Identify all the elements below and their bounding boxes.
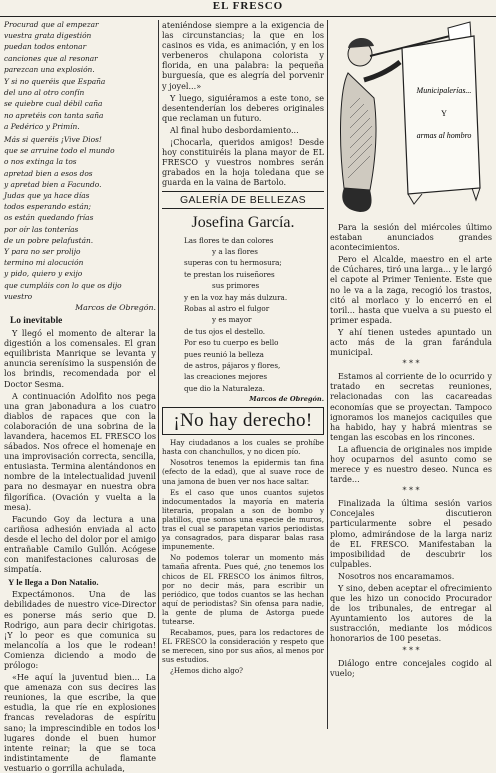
- paragraph: Nosotros tenemos la epidermis tan fina (efecto de la edad), que al suave roce de una jamona de buen ver nos hace saltar.: [162, 458, 324, 486]
- poem-line: Judas que ya hace días: [4, 191, 90, 201]
- paragraph: Facundo Goy da lectura a una cariñosa adhesión enviada al acto desde el lecho del dolor por el amigo entrañable Camilo Gullón. Acógese con manifestaciones calurosas de simpatía.: [4, 513, 156, 575]
- poem-line: y pido, quiero y exijo: [4, 269, 83, 279]
- poem-line: o nos extinga la tos: [4, 157, 77, 167]
- verse-line: superas con tu hermosura;: [184, 258, 282, 268]
- column-3: [330, 20, 492, 731]
- paragraph: Expectámonos. Una de las debilidades de nuestro vice-Director es ponerse más serio que D. Rodrigo, aun para decir chirigotas. ¡Y lo peor es que comunica su melancolía a los que le rodean! Comienza diciendo a modo de prólogo:: [4, 589, 156, 670]
- poem-line: Más si queréis ¡Vive Dios!: [4, 135, 102, 145]
- verse-line: y a las flores: [212, 246, 258, 256]
- poem-b: [4, 135, 156, 301]
- subheading-don-natalio: Y le llega a Don Natalio.: [8, 577, 99, 588]
- poem-line: termino mi alocución: [4, 258, 84, 268]
- poem-line: puedan todos entonar: [4, 42, 87, 52]
- separator: * * *: [402, 359, 420, 369]
- verse-line: las creaciones mejores: [184, 372, 268, 382]
- paragraph: No podemos tolerar un momento más tamaña afrenta. Pues qué, ¿no tenemos los chicos de EL FRESCO los ánimos filtros, por no decir más, para escribir un periódico, que todos cuantos se las hechan aquí de periodistas? Sin ofensa para nadie, la gente de pluma de Astorga puede tutearse.: [162, 553, 324, 626]
- paragraph: Y llegó el momento de alterar la digestión a los comensales. El gran equilibrista Manrique se levanta y anuncia serenísimo la suspensión de los brindis, recomendada por el Doctor Sesma.: [4, 328, 156, 389]
- masthead: [0, 0, 496, 17]
- paragraph: Es el caso que unos cuantos sujetos indocumentados la mayoría en materia literaria, propalan a son de bombo y platillos, que somos una especie de muros, tras el cual se parapetan varios periodistas ya consagrados, para disparar balas rasa impunemente.: [162, 487, 324, 552]
- poem-line: vuestro: [4, 291, 33, 301]
- verse-line: de tus ojos el destello.: [184, 326, 266, 336]
- verse-line: sus primores: [212, 281, 260, 291]
- poem-line: vuestra grata digestión: [4, 31, 92, 41]
- section-galeria: [162, 191, 324, 209]
- paragraph: Recabamos, pues, para los redactores de EL FRESCO la consideración y respeto que se merecen, sino por sus años, al menos por sus estudios.: [162, 628, 324, 665]
- column-2: [162, 20, 324, 731]
- verse-line: y es mayor: [212, 315, 252, 325]
- beauty-name: Josefina García.: [191, 213, 295, 231]
- signature: Marcos de Obregón.: [75, 303, 156, 313]
- column-rule-2: [327, 20, 328, 729]
- no-hay-derecho-body: [162, 438, 324, 675]
- column-rule-1: [158, 20, 159, 729]
- poem-line: no apretéis con tanta saña: [4, 110, 104, 120]
- poem-line: canciones que al resonar: [4, 53, 98, 63]
- separator: * * *: [402, 645, 420, 655]
- paragraph: ¿Hemos dicho algo?: [170, 666, 244, 676]
- paragraph: «He aquí la juventud bien... La que amenaza con sus decires las reuniones, la que escribe, la que estudia, la que ríe en explosiones francas reveladoras de espíritu sano; la imprescindible en todos los lugares donde el buen humor intente reinar; la que se toca indistintamente de flamante vestuario o gorrilla achulada,: [4, 672, 156, 773]
- paragraph: Y luego, siguiéramos a este tono, se desentenderían los deberes originales que reclaman un futuro.: [162, 92, 324, 123]
- poem-line: os están quedando frías: [4, 213, 94, 223]
- signature: Marcos de Obregón.: [249, 395, 324, 404]
- verse-line: Las flores te dan colores: [184, 235, 274, 245]
- paragraph: ¡Chocarla, queridos amigos! Desde hoy constituiréis la plana mayor de EL FRESCO y vuestros nombres serán grabados en la hoja toledana que se guarda en la vaina de Bartolo.: [162, 137, 324, 188]
- banner-line-3: armas al hombro: [416, 131, 472, 140]
- paragraph: Hay ciudadanos a los cuales se prohíbe hasta con chanchullos, y no dicen pío.: [162, 438, 324, 457]
- separator: * * *: [402, 486, 420, 496]
- verse-line: pues reunió la belleza: [184, 349, 264, 359]
- paragraph: La afluencia de originales nos impide hoy ocuparnos del asunto como se merece y es nuestro deseo. Nunca es tarde...: [330, 443, 492, 485]
- subheading-lo-inevitable: Lo inevitable: [10, 316, 63, 327]
- poem-line: que se arruine todo el mundo: [4, 146, 115, 156]
- headline-no-hay-derecho: ¡No hay derecho!: [173, 410, 313, 432]
- paragraph: Al final hubo desbordamiento...: [170, 124, 299, 135]
- paragraph: Para la sesión del miércoles último estaban anunciados grandes acontecimientos.: [330, 222, 492, 253]
- trumpeter-illustration: [330, 18, 492, 218]
- poem-line: por oír las tonterías: [4, 224, 79, 234]
- paragraph: Finalizada la última sesión varios Concejales discutieron particularmente sobre el pesado plomo, admirándose de la larga nariz de EL FRESCO. Manifestaban la imposibilidad de descubrir los culpables.: [330, 498, 492, 569]
- poem-line: Procurad que al empezar: [4, 20, 99, 29]
- poem-line: a Pedérico y Primín.: [4, 121, 80, 131]
- paragraph: Estamos al corriente de lo ocurrido y tratado en secretas reuniones, relacionadas con las cacareadas economías que se proyectan. Tampoco ignoramos los manejos caciquiles que ha habido, hay y habrá mientras se tengan las escobas en los rincones.: [330, 371, 492, 442]
- verse-line: y en la voz hay más dulzura.: [184, 292, 288, 302]
- section-no-hay-derecho: [162, 407, 324, 435]
- masthead-title: EL FRESCO: [212, 0, 284, 12]
- banner-line-1: Municipalerías...: [416, 86, 472, 95]
- verse-line: que dio la Naturaleza.: [184, 383, 265, 393]
- poem-line: Y para no ser prolijo: [4, 247, 81, 257]
- illustration-trumpeter: [330, 18, 492, 218]
- poem-line: que cumpláis con lo que os dijo: [4, 280, 122, 290]
- paragraph: Diálogo entre concejales cogido al vuelo;: [330, 657, 492, 678]
- poem-a: [4, 20, 156, 131]
- poem-line: parezcan una explosión.: [4, 64, 95, 74]
- paragraph: A continuación Adolfito nos pega una gran jabonadura a los cuatro diablos de rapaces que con la colaboración de una sobrina de la lavandera, hacemos EL FRESCO los sábados. Nos ofrece el homenaje en una improvisación correcta, sencilla, entusiasta. Termina alentándonos en nombre de la intelectualidad juvenil para no desmayar en nuestra obra filgorífica. (Ovación y vuelta a la mesa).: [4, 390, 156, 512]
- paragraph: Pero el Alcalde, maestro en el arte de Cúchares, tiró una larga... y le largó el capote al Primer Teniente. Este que no le va a la zaga, recogió los trastos, citó al morlaco y lo encerró en el toril... hasta que vuelva a su puesto el primer espada.: [330, 254, 492, 325]
- paragraph: Nosotros nos encaramamos.: [338, 570, 455, 581]
- paragraph: Y ahí tienen ustedes apuntado un acto más de la gran farándula municipal.: [330, 326, 492, 358]
- verse-line: Por eso tu cuerpo es bello: [184, 338, 279, 348]
- poem-line: del uno al otro confín: [4, 88, 85, 98]
- poem-line: Y si no queréis que España: [4, 77, 106, 87]
- verse-line: te prestan los ruiseñores: [184, 269, 275, 279]
- poem-line: todos esperando están;: [4, 202, 92, 212]
- verse-line: Robas al astro el fulgor: [184, 303, 270, 313]
- column-1: [4, 20, 156, 773]
- paragraph: Y sino, deben aceptar el ofrecimiento que les hizo un conocido Procurador de los tribunales, de entregar al Ayuntamiento los autores de la sustracción, mediante los módicos honorarios de 100 pesetas.: [330, 583, 492, 644]
- section-title: GALERÍA DE BELLEZAS: [179, 193, 307, 206]
- verse: [162, 236, 324, 394]
- poem-line: de un pobre pelafustán.: [4, 235, 94, 245]
- poem-line: y apretad bien a Facundo.: [4, 179, 102, 189]
- paragraph: ateniéndose siempre a la exigencia de las circunstancias; la que en los casinos es vida, es animación, y en los verbeneros chulapona colorista y florida, en una palabra: la pequeña burguesía, que es alegría del porvenir y joyel...»: [162, 20, 324, 91]
- poem-line: apretad bien a esos dos: [4, 168, 93, 178]
- verse-line: de astros, pájaros y flores,: [184, 360, 281, 370]
- poem-line: se quiebre cual débil caña: [4, 99, 103, 109]
- banner-line-2: Y: [441, 109, 447, 118]
